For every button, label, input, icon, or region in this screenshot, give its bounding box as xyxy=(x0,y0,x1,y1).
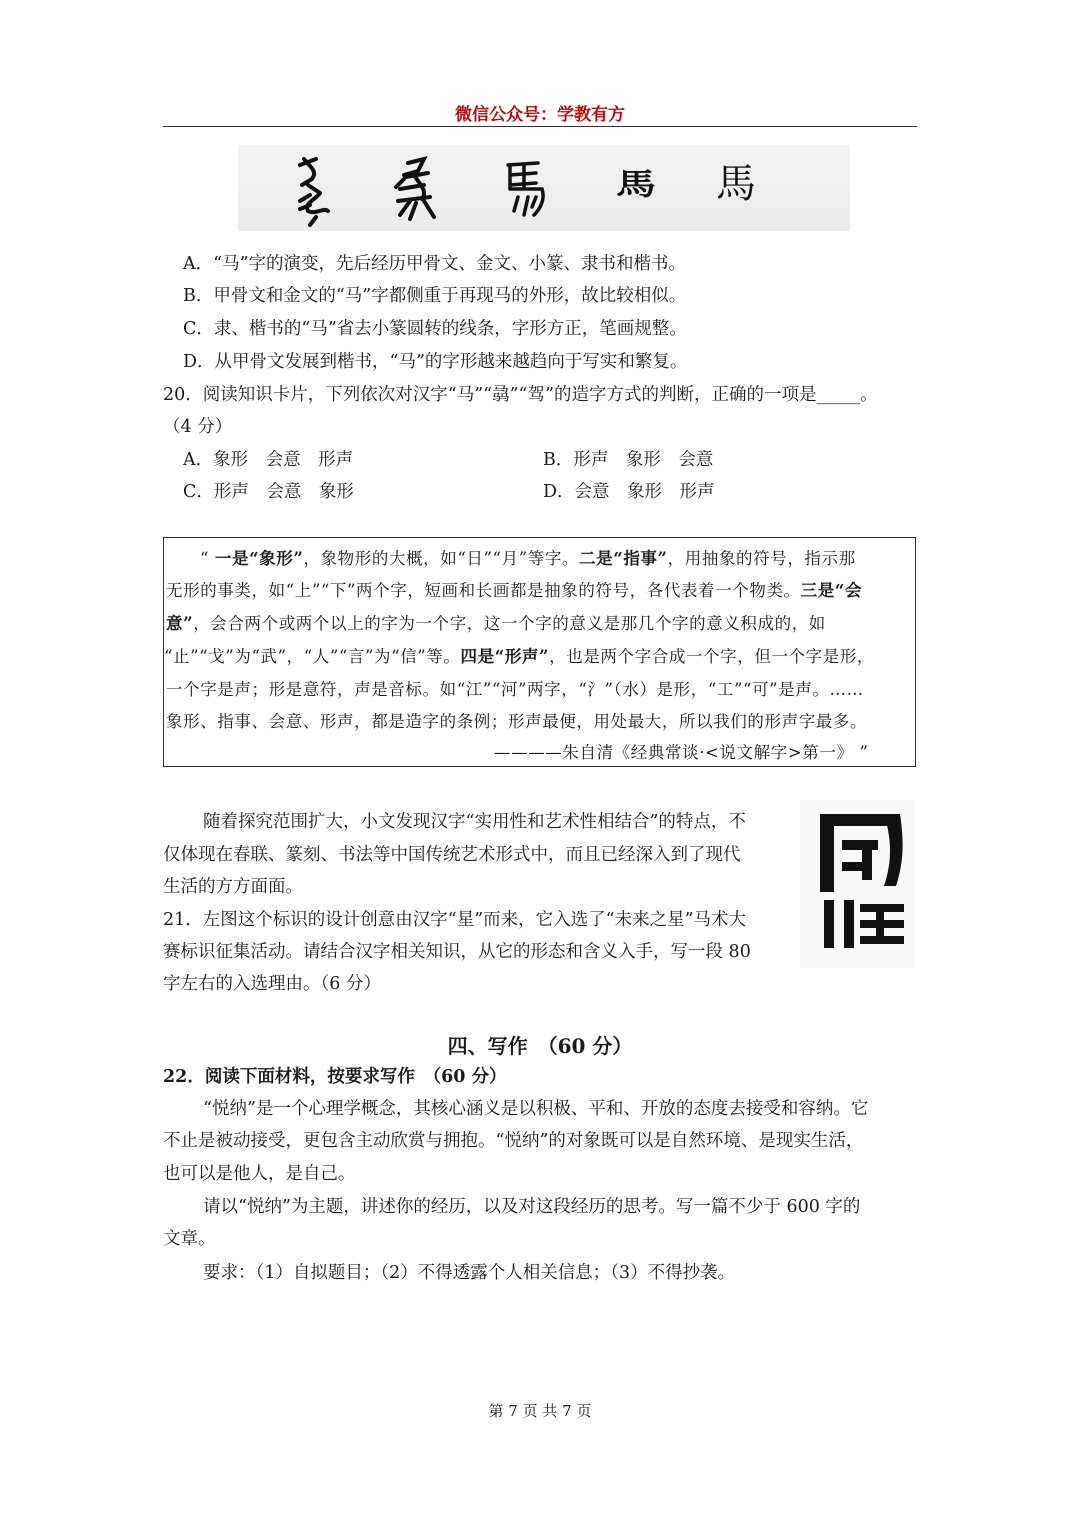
q20-option-c: C．形声 会意 象形 xyxy=(183,482,354,502)
q22-requirements: 要求：（1）自拟题目；（2）不得透露个人相关信息；（3）不得抄袭。 xyxy=(203,1263,736,1283)
card-text: “ xyxy=(200,549,215,568)
card-term-xingsheng: 四是“形声” xyxy=(460,647,550,666)
regular-horse-char: 馬 xyxy=(716,161,756,207)
q22-material-line-3: 也可以是他人，是自己。 xyxy=(163,1164,356,1184)
q19-option-b: B．甲骨文和金文的“马”字都侧重于再现马的外形，故比较相似。 xyxy=(183,286,687,306)
bronze-inscription-horse-glyph xyxy=(396,159,434,219)
card-line-4 xyxy=(164,645,874,669)
q19-option-d: D．从甲骨文发展到楷书，“马”的字形越来越趋向于写实和繁复。 xyxy=(183,352,688,372)
card-line-6: 象形、指事、会意、形声，都是造字的条例；形声最便，用处最大，所以我们的形声字最多。 xyxy=(166,712,868,731)
card-term-huiyi: 三是“会 xyxy=(800,581,863,600)
oracle-bone-horse-glyph xyxy=(300,159,328,225)
q22-task-line-2: 文章。 xyxy=(163,1229,216,1249)
intro-line-3: 生活的方方面面。 xyxy=(163,877,303,897)
q20-option-a: A．象形 会意 形声 xyxy=(183,450,354,470)
horse-character-evolution-image xyxy=(238,145,850,231)
card-term-zhishi: 二是“指事” xyxy=(579,549,668,568)
regular-horse-glyph xyxy=(716,161,756,207)
small-seal-horse-glyph xyxy=(508,163,543,215)
page-number: 第 7 页 共 7 页 xyxy=(488,1402,592,1420)
card-line-5: 一个字是声；形是意符，声是音标。如“江”“河”两字，“氵”（水）是形，“工”“可”是声。…… xyxy=(166,680,864,699)
card-source: ————朱自清《经典常谈·<说文解字>第一》 ” xyxy=(494,743,869,762)
q20-option-b: B．形声 象形 会意 xyxy=(543,450,714,470)
intro-line-1: 随着探究范围扩大，小文发现汉字“实用性和艺术性相结合”的特点，不 xyxy=(203,812,746,832)
card-text: “止”“戈”为“武”，“人”“言”为“信”等。 xyxy=(164,647,461,666)
q22-stem: 22．阅读下面材料，按要求写作 （60 分） xyxy=(163,1067,507,1087)
section-writing-title: 四、写作 （60 分） xyxy=(447,1034,633,1058)
q21-line-3: 字左右的入选理由。（6 分） xyxy=(163,974,381,994)
card-text: ，象物形的大概，如“日”“月”等字。 xyxy=(303,549,580,568)
q22-material-line-1: “悦纳”是一个心理学概念，其核心涵义是以积极、平和、开放的态度去接受和容纳。它 xyxy=(203,1099,869,1119)
q20-score: （4 分） xyxy=(163,417,233,437)
card-text: ，也是两个字合成一个字，但一个字是形， xyxy=(549,647,875,666)
star-logo-icon xyxy=(800,800,915,968)
horse-glyph-strip xyxy=(238,145,850,231)
clerical-horse-glyph xyxy=(616,167,656,202)
card-text: 无形的事类，如“上”“下”两个字，短画和长画都是抽象的符号，各代表着一个物类。 xyxy=(166,581,801,600)
q21-line-1: 21．左图这个标识的设计创意由汉字“星”而来，它入选了“未来之星”马术大 xyxy=(163,910,747,930)
card-line-2 xyxy=(166,579,862,603)
q20-option-d: D．会意 象形 形声 xyxy=(543,482,715,502)
q19-option-c: C．隶、楷书的“马”省去小篆圆转的线条，字形方正，笔画规整。 xyxy=(183,319,687,339)
q20-stem: 20．阅读知识卡片，下列依次对汉字“马”“骉”“驾”的造字方式的判断，正确的一项是_____。 xyxy=(163,385,878,405)
intro-line-2: 仅体现在春联、篆刻、书法等中国传统艺术形式中，而且已经深入到了现代 xyxy=(163,845,741,865)
page-header-title: 微信公众号：学教有方 xyxy=(455,105,625,125)
card-text: ，会合两个或两个以上的字为一个字，这一个字的意义是那几个字的意义积成的，如 xyxy=(193,614,826,633)
q19-option-a: A．“马”字的演变，先后经历甲骨文、金文、小篆、隶书和楷书。 xyxy=(183,254,687,274)
card-term-xiangxing: 一是“象形” xyxy=(214,549,304,568)
header-divider xyxy=(163,126,917,127)
card-line-3 xyxy=(166,612,826,636)
q22-task-line-1: 请以“悦纳”为主题，讲述你的经历，以及对这段经历的思考。写一篇不少于 600 字的 xyxy=(203,1197,861,1217)
card-text: ，用抽象的符号，指示那 xyxy=(667,549,856,568)
star-logo-image xyxy=(800,800,915,968)
q21-line-2: 赛标识征集活动。请结合汉字相关知识，从它的形态和含义入手，写一段 80 xyxy=(163,942,751,962)
clerical-horse-char: 馬 xyxy=(616,167,656,203)
q22-material-line-2: 不止是被动接受，更包含主动欣赏与拥抱。“悦纳”的对象既可以是自然环境、是现实生活， xyxy=(163,1131,864,1151)
knowledge-card xyxy=(163,537,916,767)
card-line-1 xyxy=(200,547,856,571)
card-term-huiyi-end: 意” xyxy=(166,614,194,633)
